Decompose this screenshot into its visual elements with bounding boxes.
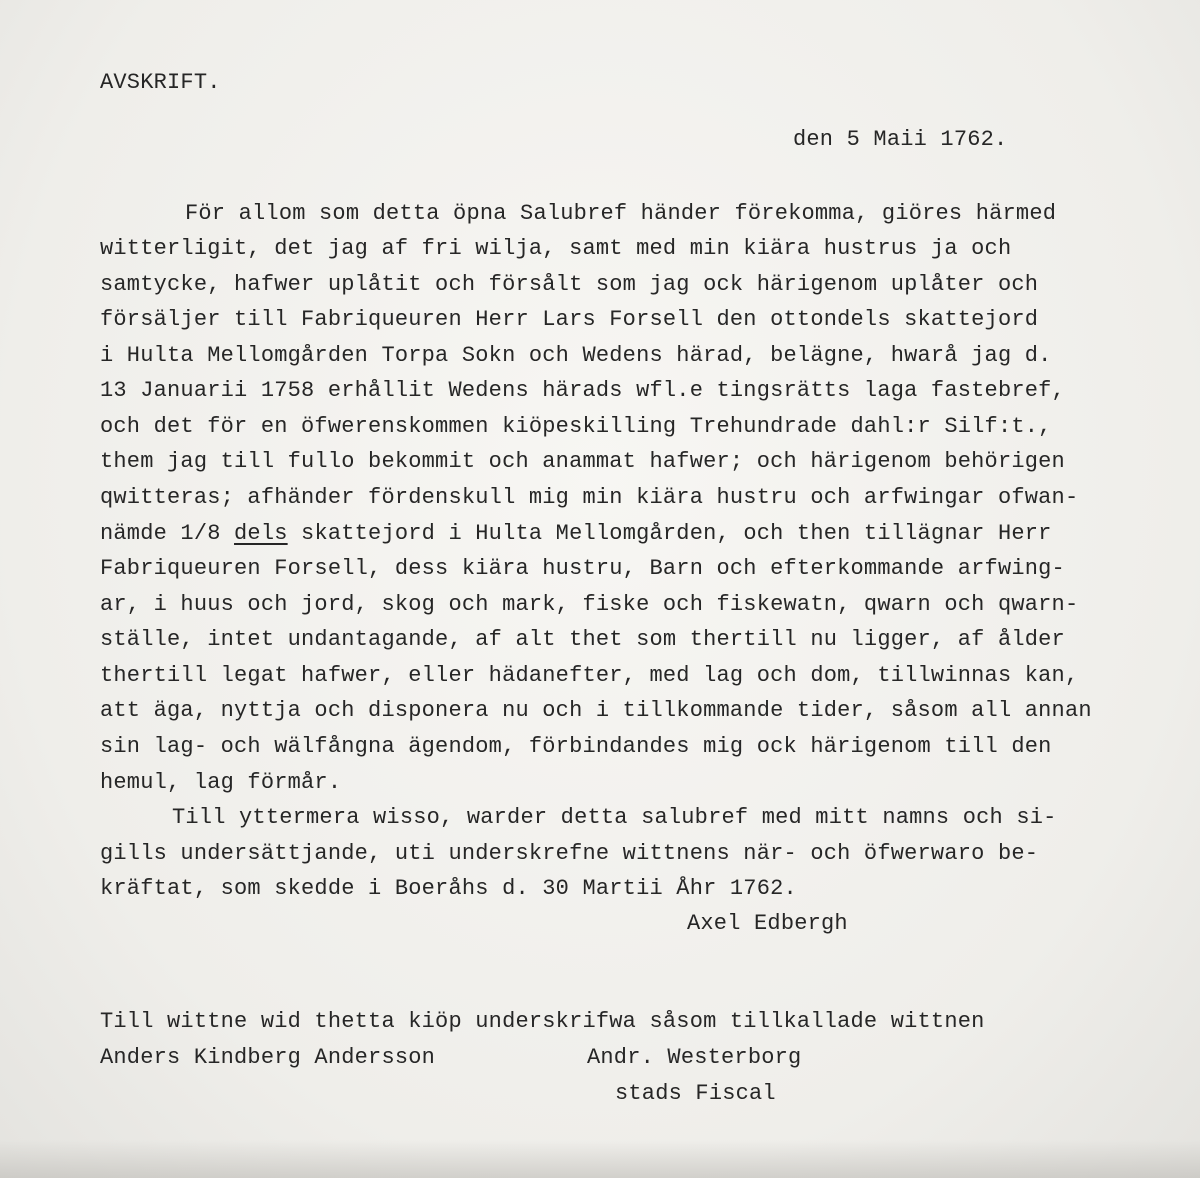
body-line: ställe, intet undantagande, af alt thet som thertill nu ligger, af ålder bbox=[100, 627, 1065, 652]
body-line-start: nämde 1/8 bbox=[100, 521, 235, 546]
closing-line: kräftat, som skedde i Boeråhs d. 30 Martii Åhr 1762. bbox=[100, 876, 797, 901]
body-line bbox=[100, 521, 1052, 547]
witness-left: Anders Kindberg Andersson bbox=[100, 1045, 436, 1070]
body-line: sin lag- och wälfångna ägendom, förbindandes mig ock härigenom till den bbox=[100, 734, 1052, 759]
body-line: 13 Januarii 1758 erhållit Wedens härads wfl.e tingsrätts laga fastebref, bbox=[100, 378, 1065, 403]
body-line: Fabriqueuren Forsell, dess kiära hustru, Barn och efterkommande arfwing- bbox=[100, 556, 1065, 581]
document-date: den 5 Maii 1762. bbox=[793, 127, 1008, 152]
witness-intro: Till wittne wid thetta kiöp underskrifwa såsom tillkallade wittnen bbox=[100, 1009, 985, 1034]
body-line: them jag till fullo bekommit och anammat hafwer; och härigenom behörigen bbox=[100, 449, 1065, 474]
body-line: i Hulta Mellomgården Torpa Sokn och Wedens härad, belägne, hwarå jag d. bbox=[100, 343, 1052, 368]
document-heading: AVSKRIFT. bbox=[100, 70, 221, 95]
witness-right: Andr. Westerborg bbox=[587, 1045, 802, 1070]
body-line: samtycke, hafwer uplåtit och försålt som jag ock härigenom uplåter och bbox=[100, 272, 1039, 297]
closing-line: Till yttermera wisso, warder detta salubref med mitt namns och si- bbox=[172, 805, 1057, 830]
signature: Axel Edbergh bbox=[687, 911, 848, 936]
body-line: witterligit, det jag af fri wilja, samt med min kiära hustrus ja och bbox=[100, 236, 1012, 261]
underlined-word: dels bbox=[234, 521, 288, 546]
body-line: ar, i huus och jord, skog och mark, fiske och fiskewatn, qwarn och qwarn- bbox=[100, 592, 1079, 617]
page-edge-shadow bbox=[0, 1140, 1200, 1178]
body-line: För allom som detta öpna Salubref händer förekomma, giöres härmed bbox=[185, 201, 1057, 226]
body-line-rest: skattejord i Hulta Mellomgården, och then tillägnar Herr bbox=[287, 521, 1052, 546]
body-line: att äga, nyttja och disponera nu och i tillkommande tider, såsom all annan bbox=[100, 698, 1092, 723]
closing-line: gills undersättjande, uti underskrefne wittnens när- och öfwerwaro be- bbox=[100, 841, 1039, 866]
body-line: försäljer till Fabriqueuren Herr Lars Forsell den ottondels skattejord bbox=[100, 307, 1039, 332]
body-line: thertill legat hafwer, eller hädanefter, med lag och dom, tillwinnas kan, bbox=[100, 663, 1079, 688]
body-line: hemul, lag förmår. bbox=[100, 770, 342, 795]
witness-right-title: stads Fiscal bbox=[615, 1081, 776, 1106]
body-line: qwitteras; afhänder fördenskull mig min kiära hustru och arfwingar ofwan- bbox=[100, 485, 1079, 510]
body-line: och det för en öfwerenskommen kiöpeskilling Trehundrade dahl:r Silf:t., bbox=[100, 414, 1052, 439]
